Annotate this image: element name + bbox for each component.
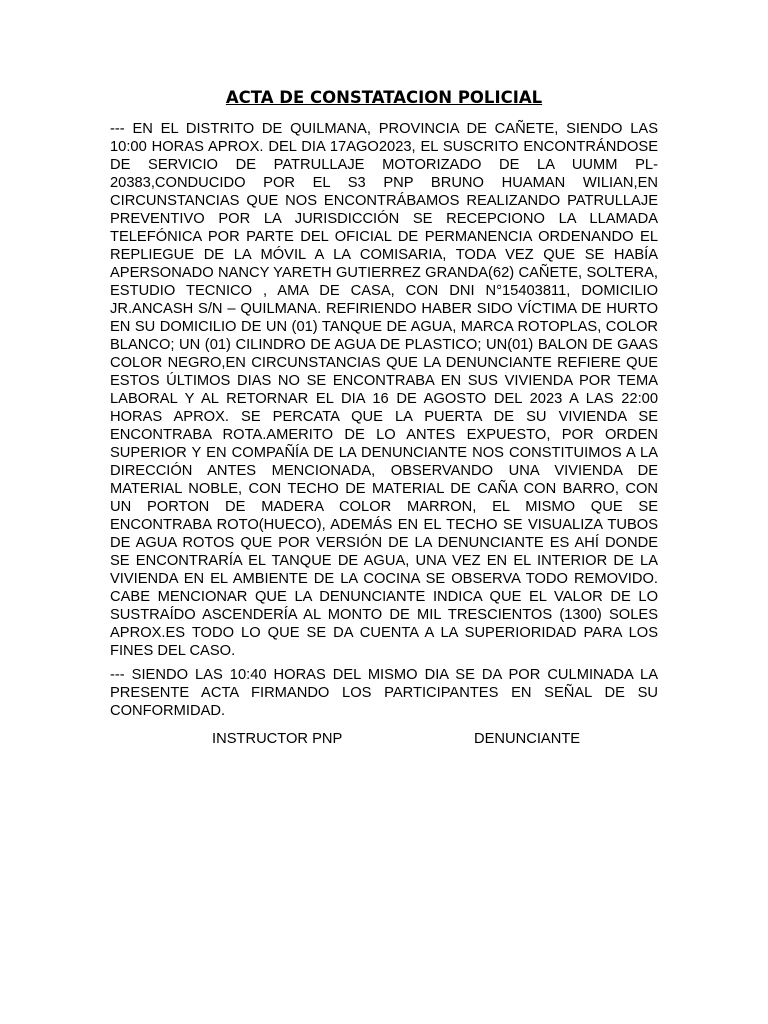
signature-block: [110, 730, 658, 754]
document-title: ACTA DE CONSTATACION POLICIAL: [225, 88, 543, 107]
signature-label-denunciante: DENUNCIANTE: [474, 731, 581, 747]
body-paragraph-main: --- EN EL DISTRITO DE QUILMANA, PROVINCIA DE CAÑETE, SIENDO LAS 10:00 HORAS APROX. DEL DIA 17AGO2023, EL SUSCRITO ENCONTRÁNDOSE DE SERVICIO DE PATRULLAJE MOTORIZADO DE LA UUMM PL-20383,CONDUCIDO POR EL S3 PNP BRUNO HUAMAN WILIAN,EN CIRCUNSTANCIAS QUE NOS ENCONTRÁBAMOS REALIZANDO PATRULLAJE PREVENTIVO POR LA JURISDICCIÓN SE RECEPCIONO LA LLAMADA TELEFÓNICA POR PARTE DEL OFICIAL DE PERMANENCIA ORDENANDO EL REPLIEGUE DE LA MÓVIL A LA COMISARIA, TODA VEZ QUE SE HABÍA APERSONADO NANCY YARETH GUTIERREZ GRANDA(62) CAÑETE, SOLTERA, ESTUDIO TECNICO , AMA DE CASA, CON DNI N°15403811, DOMICILIO JR.ANCASH S/N – QUILMANA. REFIRIENDO HABER SIDO VÍCTIMA DE HURTO EN SU DOMICILIO DE UN (01) TANQUE DE AGUA, MARCA ROTOPLAS, COLOR BLANCO; UN (01) CILINDRO DE AGUA DE PLASTICO; UN(01) BALON DE GAAS COLOR NEGRO,EN CIRCUNSTANCIAS QUE LA DENUNCIANTE REFIERE QUE ESTOS ÚLTIMOS DIAS NO SE ENCONTRABA EN SUS VIVIENDA POR TEMA LABORAL Y AL RETORNAR EL DIA 16 DE AGOSTO DEL 2023 A LAS 22:00 HORAS APROX. SE PERCATA QUE LA PUERTA DE SU VIVIENDA SE ENCONTRABA ROTA.AMERITO DE LO ANTES EXPUESTO, POR ORDEN SUPERIOR Y EN COMPAÑÍA DE LA DENUNCIANTE NOS CONSTITUIMOS A LA DIRECCIÓN ANTES MENCIONADA, OBSERVANDO UNA VIVIENDA DE MATERIAL NOBLE, CON TECHO DE MATERIAL DE CAÑA CON BARRO, CON UN PORTON DE MADERA COLOR MARRON, EL MISMO QUE SE ENCONTRABA ROTO(HUECO), ADEMÁS EN EL TECHO SE VISUALIZA TUBOS DE AGUA ROTOS QUE POR VERSIÓN DE LA DENUNCIANTE ES AHÍ DONDE SE ENCONTRARÍA EL TANQUE DE AGUA, UNA VEZ EN EL INTERIOR DE LA VIVIENDA EN EL AMBIENTE DE LA COCINA SE OBSERVA TODO REMOVIDO. CABE MENCIONAR QUE LA DENUNCIANTE INDICA QUE EL VALOR DE LO SUSTRAÍDO ASCENDERÍA AL MONTO DE MIL TRESCIENTOS (1300) SOLES APROX.ES TODO LO QUE SE DA CUENTA A LA SUPERIORIDAD PARA LOS FINES DEL CASO.: [110, 121, 658, 659]
body-paragraph-closing: --- SIENDO LAS 10:40 HORAS DEL MISMO DIA SE DA POR CULMINADA LA PRESENTE ACTA FIRMANDO LOS PARTICIPANTES EN SEÑAL DE SU CONFORMIDAD.: [110, 667, 658, 719]
signature-label-instructor: INSTRUCTOR PNP: [212, 731, 343, 747]
document-page: [110, 86, 658, 754]
